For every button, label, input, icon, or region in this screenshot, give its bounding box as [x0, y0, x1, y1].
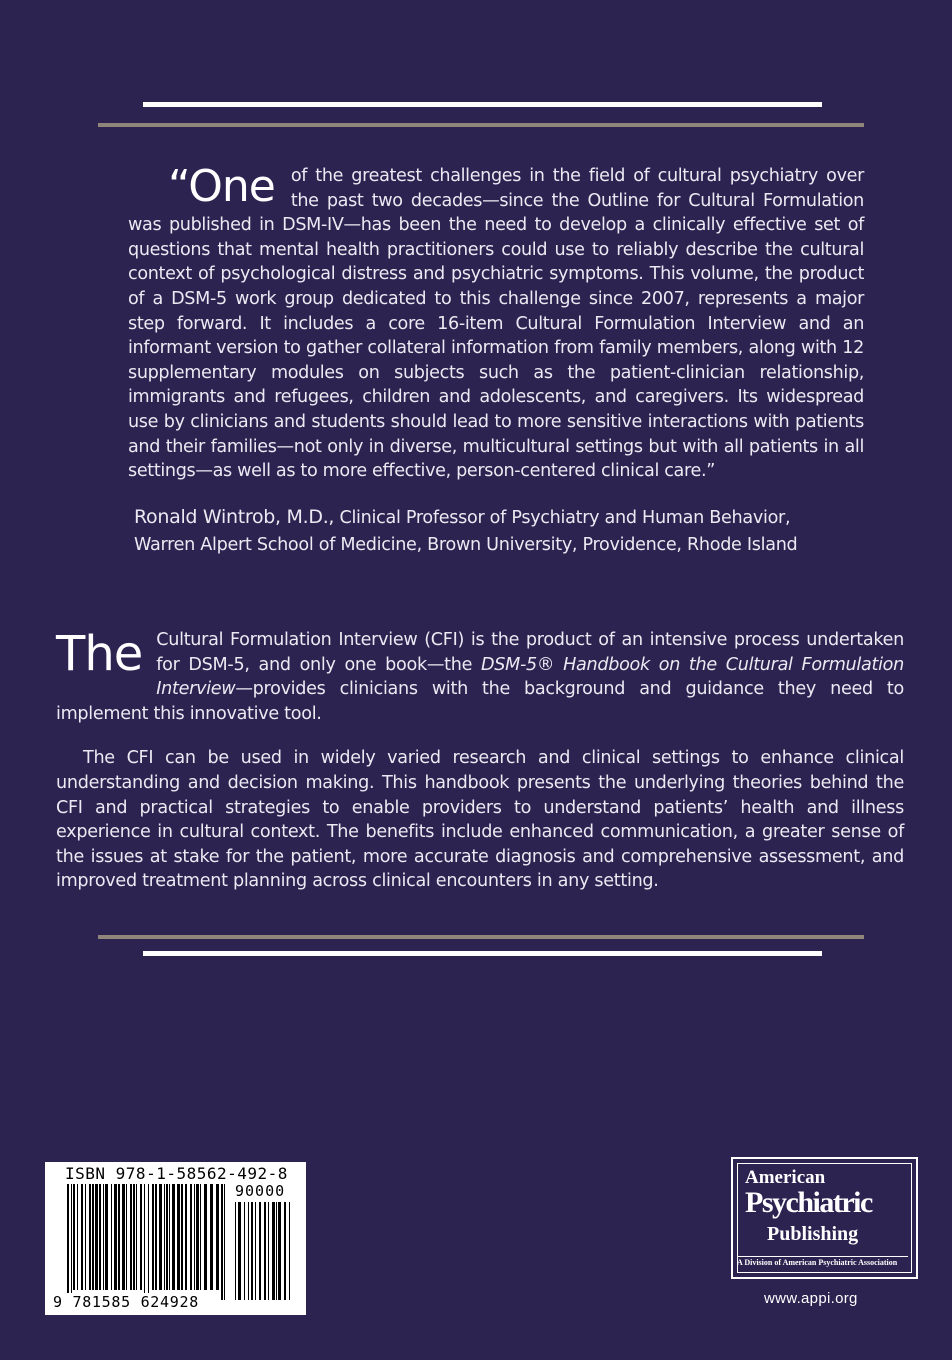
barcode-bar: [210, 1184, 213, 1290]
quote-body: of the greatest challenges in the field of cultural psychiatry over the past two decades—since the Outline for Cultural Formulation was published in DSM-IV—has been the need to develop a clinically effective set of questions that mental health practitioners could use to reliably describe the cultural context of psychological distress and psychiatric symptoms. This volume, the product of a DSM-5 work group dedicated to this challenge since 2007, represents a major step forward. It includes a core 16-item Cultural Formulation Interview and an informant version to gather collateral information from family members, along with 12 supplementary modules on subjects such as the patient-clinician relationship, immigrants and refugees, children and adolescents, and caregivers. Its widespread use by clinicians and students should lead to more sensitive interactions with patients and their families—not only in diverse, multicultural settings but with all patients in all settings—as well as to more effective, person-centered clinical care.”: [128, 166, 864, 482]
barcode-bar: [216, 1184, 219, 1290]
isbn-label: ISBN 978-1-58562-492-8: [65, 1164, 288, 1183]
barcode-bar: [194, 1184, 195, 1290]
barcode-bar: [155, 1184, 157, 1290]
barcode-bar: [118, 1184, 120, 1290]
barcode-bar: [221, 1184, 223, 1300]
top-rule-tan: [98, 123, 864, 127]
publisher-logo: [731, 1157, 918, 1279]
barcode-bar: [196, 1184, 199, 1290]
barcode-bar: [268, 1202, 269, 1300]
attribution-affiliation: Warren Alpert School of Medicine, Brown University, Providence, Rhode Island: [134, 534, 798, 555]
quote-attribution: [134, 504, 864, 559]
barcode-bar: [238, 1202, 241, 1300]
barcode-bar: [264, 1202, 266, 1300]
attribution-name: Ronald Wintrob, M.D.,: [134, 505, 335, 528]
barcode-bar: [103, 1184, 104, 1290]
publisher-website[interactable]: www.appi.org: [764, 1290, 858, 1307]
barcode-bar: [89, 1184, 91, 1290]
barcode-bar: [200, 1184, 201, 1290]
barcode-bar: [185, 1184, 187, 1290]
barcode-bar: [251, 1202, 253, 1300]
barcode-bar: [71, 1184, 72, 1300]
barcode-bar: [67, 1184, 69, 1300]
quote-text: [128, 161, 864, 484]
barcode-bar: [190, 1184, 192, 1290]
logo-line-psychiatric: Psychiatric: [745, 1186, 872, 1219]
barcode-bar: [114, 1184, 117, 1290]
barcode-bar: [122, 1184, 125, 1290]
barcode-bar: [81, 1184, 83, 1290]
logo-line-american: American: [745, 1167, 826, 1188]
barcode-bar: [272, 1202, 275, 1300]
barcode-bar: [259, 1202, 261, 1300]
barcode-bar: [204, 1184, 207, 1290]
bottom-rule-white: [143, 951, 822, 956]
ean-number: 9 781585 624928: [53, 1293, 199, 1311]
barcode-bar: [289, 1202, 290, 1300]
barcode-bar: [224, 1184, 225, 1300]
barcode-bar: [133, 1184, 135, 1290]
book-title-italic: DSM-5® Handbook on the Cultural Formulation Interview: [156, 654, 904, 700]
endorsement-quote: [128, 161, 864, 559]
barcode-bar: [284, 1202, 286, 1300]
barcode-bar: [140, 1184, 142, 1290]
description-lead-word: The: [56, 626, 143, 682]
barcode-bar: [278, 1202, 281, 1300]
barcode-bar: [255, 1202, 256, 1300]
barcode-bar: [95, 1184, 98, 1290]
barcode-bar: [177, 1184, 180, 1290]
barcode-bar: [248, 1202, 249, 1300]
barcode-bar: [77, 1184, 78, 1290]
book-description: [56, 628, 904, 894]
barcode-bar: [276, 1202, 277, 1300]
barcode-bar: [169, 1184, 170, 1290]
barcode-bar: [181, 1184, 183, 1290]
description-paragraph-2: The CFI can be used in widely varied research and clinical settings to enhance clinical understanding and decision making. This handbook presents the underlying theories behind the CFI and practical strategies to enable providers to understand patients’ health and illness experience in cultural context. The benefits include enhanced communication, a greater sense of the issues at stake for the patient, more accurate diagnosis and comprehensive assessment, and improved treatment planning across clinical encounters in any setting.: [56, 748, 904, 892]
isbn-barcode: [45, 1162, 306, 1315]
price-code: 90000: [235, 1182, 286, 1200]
barcode-bar: [111, 1184, 112, 1290]
barcode-bar: [148, 1184, 149, 1300]
barcode-bar: [172, 1184, 175, 1290]
bottom-rule-tan: [98, 935, 864, 939]
description-paragraph-1: [56, 628, 904, 726]
barcode-bar: [85, 1184, 86, 1290]
description-p1-end: —provides clinicians with the background and guidance they need to implement this innovative tool.: [56, 679, 904, 724]
barcode-bar: [235, 1202, 236, 1300]
barcode-bar: [144, 1184, 145, 1300]
attribution-title: Clinical Professor of Psychiatry and Human Behavior,: [339, 507, 791, 528]
barcode-bar: [164, 1184, 165, 1290]
barcode-bar: [152, 1184, 154, 1290]
barcode-bar: [92, 1184, 94, 1290]
barcode-bar: [136, 1184, 137, 1290]
barcode-bar: [99, 1184, 101, 1290]
barcode-bar: [244, 1202, 245, 1300]
description-p1-start: Cultural Formulation Interview (CFI) is the product of an intensive process undertaken for DSM-5, and only one book—the: [156, 630, 904, 675]
barcode-bar: [159, 1184, 162, 1290]
logo-line-publishing: Publishing: [767, 1223, 859, 1245]
top-rule-white: [143, 102, 822, 107]
quote-lead-word: “One: [168, 161, 275, 212]
logo-tagline: A Division of American Psychiatric Association: [737, 1256, 908, 1267]
barcode-bar: [73, 1184, 75, 1290]
barcode-bar: [126, 1184, 127, 1290]
barcode-bar: [130, 1184, 132, 1290]
barcode-bar: [166, 1184, 168, 1290]
barcode-bar: [105, 1184, 108, 1290]
